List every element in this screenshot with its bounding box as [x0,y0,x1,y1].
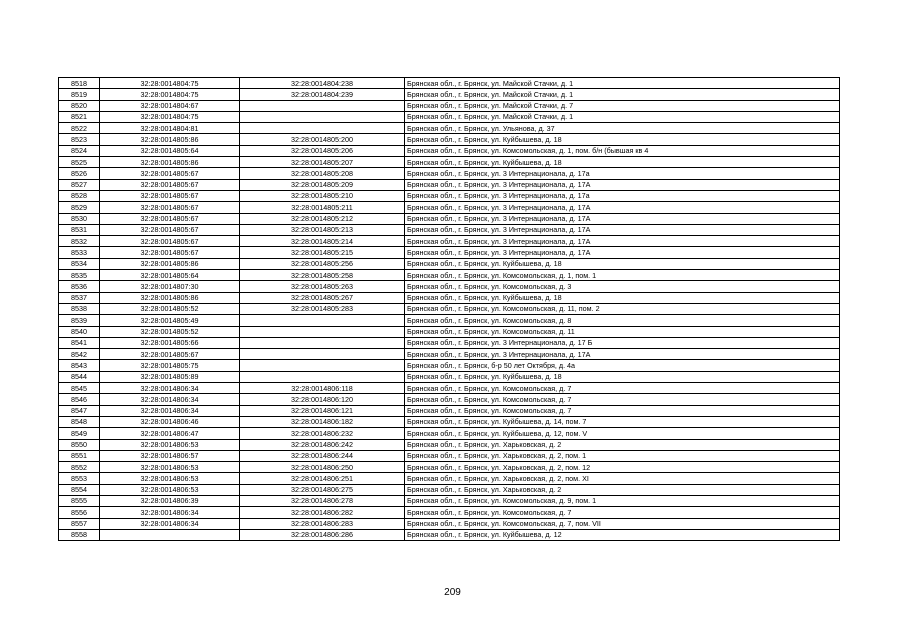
object-cadastral-number-cell: 32:28:0014805:258 [240,270,405,281]
object-cadastral-number-cell: 32:28:0014806:286 [240,529,405,540]
table-row [59,168,840,179]
address-cell: Брянская обл., г. Брянск, ул. Комсомольская, д. 7 [405,507,840,518]
object-cadastral-number-cell: 32:28:0014805:209 [240,179,405,190]
row-number-cell: 8548 [59,416,100,427]
row-number-cell: 8558 [59,529,100,540]
table-row [59,157,840,168]
row-number-cell: 8547 [59,405,100,416]
object-cadastral-number-cell: 32:28:0014805:200 [240,134,405,145]
object-cadastral-number-cell: 32:28:0014806:182 [240,416,405,427]
address-cell: Брянская обл., г. Брянск, ул. Харьковская, д. 2 [405,484,840,495]
table-row [59,100,840,111]
address-cell: Брянская обл., г. Брянск, ул. 3 Интернационала, д. 17А [405,202,840,213]
address-cell: Брянская обл., г. Брянск, ул. Комсомольская, д. 1, пом. 1 [405,270,840,281]
object-cadastral-number-cell: 32:28:0014806:250 [240,462,405,473]
row-number-cell: 8554 [59,484,100,495]
address-cell: Брянская обл., г. Брянск, ул. Харьковская, д. 2, пом. 1 [405,450,840,461]
land-cadastral-number-cell: 32:28:0014806:39 [100,495,240,506]
land-cadastral-number-cell: 32:28:0014805:89 [100,371,240,382]
table-row [59,349,840,360]
table-row [59,292,840,303]
row-number-cell: 8537 [59,292,100,303]
address-cell: Брянская обл., г. Брянск, ул. Комсомольская, д. 1, пом. б/н (бывшая кв 4 [405,145,840,156]
object-cadastral-number-cell [240,349,405,360]
row-number-cell: 8553 [59,473,100,484]
object-cadastral-number-cell: 32:28:0014806:242 [240,439,405,450]
land-cadastral-number-cell: 32:28:0014805:67 [100,190,240,201]
land-cadastral-number-cell: 32:28:0014806:46 [100,416,240,427]
land-cadastral-number-cell: 32:28:0014806:34 [100,507,240,518]
object-cadastral-number-cell [240,337,405,348]
address-cell: Брянская обл., г. Брянск, ул. Комсомольская, д. 11, пом. 2 [405,303,840,314]
address-cell: Брянская обл., г. Брянск, ул. Куйбышева, д. 18 [405,134,840,145]
object-cadastral-number-cell [240,315,405,326]
address-cell: Брянская обл., г. Брянск, ул. Харьковская, д. 2, пом. XI [405,473,840,484]
row-number-cell: 8556 [59,507,100,518]
row-number-cell: 8544 [59,371,100,382]
address-cell: Брянская обл., г. Брянск, ул. Комсомольская, д. 7, пом. VII [405,518,840,529]
land-cadastral-number-cell: 32:28:0014806:53 [100,439,240,450]
table-row [59,78,840,89]
address-cell: Брянская обл., г. Брянск, ул. Комсомольская, д. 7 [405,394,840,405]
table-row [59,326,840,337]
object-cadastral-number-cell [240,360,405,371]
land-cadastral-number-cell: 32:28:0014806:53 [100,462,240,473]
object-cadastral-number-cell: 32:28:0014805:211 [240,202,405,213]
land-cadastral-number-cell: 32:28:0014804:75 [100,78,240,89]
row-number-cell: 8535 [59,270,100,281]
row-number-cell: 8552 [59,462,100,473]
address-cell: Брянская обл., г. Брянск, ул. Куйбышева, д. 12, пом. V [405,428,840,439]
row-number-cell: 8524 [59,145,100,156]
table-row [59,190,840,201]
land-cadastral-number-cell: 32:28:0014806:53 [100,473,240,484]
address-cell: Брянская обл., г. Брянск, ул. Комсомольская, д. 11 [405,326,840,337]
page-number: 209 [444,587,461,598]
land-cadastral-number-cell: 32:28:0014805:67 [100,213,240,224]
land-cadastral-number-cell: 32:28:0014804:81 [100,123,240,134]
land-cadastral-number-cell: 32:28:0014805:64 [100,145,240,156]
land-cadastral-number-cell: 32:28:0014806:34 [100,518,240,529]
table-row [59,394,840,405]
land-cadastral-number-cell: 32:28:0014805:66 [100,337,240,348]
address-cell: Брянская обл., г. Брянск, ул. 3 Интернационала, д. 17 Б [405,337,840,348]
table-row [59,111,840,122]
row-number-cell: 8539 [59,315,100,326]
land-cadastral-number-cell: 32:28:0014805:86 [100,134,240,145]
table-row [59,405,840,416]
table-row [59,416,840,427]
table-row [59,337,840,348]
object-cadastral-number-cell: 32:28:0014806:275 [240,484,405,495]
table-row [59,529,840,540]
table-row [59,270,840,281]
object-cadastral-number-cell: 32:28:0014806:282 [240,507,405,518]
address-cell: Брянская обл., г. Брянск, ул. Куйбышева, д. 18 [405,157,840,168]
address-cell: Брянская обл., г. Брянск, ул. 3 Интернационала, д. 17А [405,224,840,235]
address-cell: Брянская обл., г. Брянск, ул. 3 Интернационала, д. 17А [405,213,840,224]
object-cadastral-number-cell [240,100,405,111]
table-row [59,224,840,235]
address-cell: Брянская обл., г. Брянск, ул. Комсомольская, д. 9, пом. 1 [405,495,840,506]
row-number-cell: 8523 [59,134,100,145]
table-row [59,473,840,484]
land-cadastral-number-cell: 32:28:0014805:49 [100,315,240,326]
address-cell: Брянская обл., г. Брянск, ул. 3 Интернационала, д. 17А [405,236,840,247]
land-cadastral-number-cell: 32:28:0014804:75 [100,111,240,122]
row-number-cell: 8527 [59,179,100,190]
table-row [59,89,840,100]
table-row [59,202,840,213]
table-row [59,303,840,314]
object-cadastral-number-cell: 32:28:0014804:238 [240,78,405,89]
land-cadastral-number-cell: 32:28:0014806:53 [100,484,240,495]
land-cadastral-number-cell [100,529,240,540]
table-row [59,145,840,156]
object-cadastral-number-cell: 32:28:0014806:120 [240,394,405,405]
object-cadastral-number-cell: 32:28:0014805:210 [240,190,405,201]
table-row [59,315,840,326]
address-cell: Брянская обл., г. Брянск, ул. Ульянова, д. 37 [405,123,840,134]
table-row [59,507,840,518]
row-number-cell: 8526 [59,168,100,179]
row-number-cell: 8541 [59,337,100,348]
table-row [59,213,840,224]
table-row [59,247,840,258]
row-number-cell: 8557 [59,518,100,529]
object-cadastral-number-cell [240,111,405,122]
land-cadastral-number-cell: 32:28:0014805:67 [100,179,240,190]
row-number-cell: 8546 [59,394,100,405]
land-cadastral-number-cell: 32:28:0014805:67 [100,247,240,258]
table-row [59,371,840,382]
row-number-cell: 8555 [59,495,100,506]
object-cadastral-number-cell: 32:28:0014805:206 [240,145,405,156]
row-number-cell: 8531 [59,224,100,235]
object-cadastral-number-cell: 32:28:0014806:121 [240,405,405,416]
object-cadastral-number-cell: 32:28:0014806:244 [240,450,405,461]
row-number-cell: 8520 [59,100,100,111]
object-cadastral-number-cell: 32:28:0014805:213 [240,224,405,235]
object-cadastral-number-cell: 32:28:0014805:256 [240,258,405,269]
land-cadastral-number-cell: 32:28:0014806:47 [100,428,240,439]
land-cadastral-number-cell: 32:28:0014806:34 [100,394,240,405]
address-cell: Брянская обл., г. Брянск, ул. 3 Интернационала, д. 17А [405,179,840,190]
table-row [59,439,840,450]
land-cadastral-number-cell: 32:28:0014805:52 [100,326,240,337]
object-cadastral-number-cell: 32:28:0014805:263 [240,281,405,292]
table-row [59,484,840,495]
register-table-body [59,78,840,541]
address-cell: Брянская обл., г. Брянск, ул. Харьковская, д. 2, пом. 12 [405,462,840,473]
row-number-cell: 8534 [59,258,100,269]
object-cadastral-number-cell: 32:28:0014806:283 [240,518,405,529]
land-cadastral-number-cell: 32:28:0014805:67 [100,224,240,235]
object-cadastral-number-cell: 32:28:0014805:214 [240,236,405,247]
address-cell: Брянская обл., г. Брянск, б-р 50 лет Октября, д. 4а [405,360,840,371]
address-cell: Брянская обл., г. Брянск, ул. Куйбышева, д. 18 [405,292,840,303]
address-cell: Брянская обл., г. Брянск, ул. 3 Интернационала, д. 17А [405,349,840,360]
object-cadastral-number-cell: 32:28:0014805:215 [240,247,405,258]
table-row [59,179,840,190]
table-row [59,518,840,529]
land-cadastral-number-cell: 32:28:0014807:30 [100,281,240,292]
object-cadastral-number-cell: 32:28:0014805:207 [240,157,405,168]
land-cadastral-number-cell: 32:28:0014805:86 [100,292,240,303]
address-cell: Брянская обл., г. Брянск, ул. Куйбышева, д. 14, пом. 7 [405,416,840,427]
row-number-cell: 8551 [59,450,100,461]
table-row [59,495,840,506]
object-cadastral-number-cell: 32:28:0014806:278 [240,495,405,506]
table-row [59,360,840,371]
row-number-cell: 8528 [59,190,100,201]
table-row [59,134,840,145]
row-number-cell: 8521 [59,111,100,122]
row-number-cell: 8545 [59,383,100,394]
object-cadastral-number-cell: 32:28:0014806:232 [240,428,405,439]
row-number-cell: 8543 [59,360,100,371]
object-cadastral-number-cell: 32:28:0014804:239 [240,89,405,100]
object-cadastral-number-cell [240,371,405,382]
land-cadastral-number-cell: 32:28:0014805:52 [100,303,240,314]
land-cadastral-number-cell: 32:28:0014804:75 [100,89,240,100]
table-row [59,236,840,247]
address-cell: Брянская обл., г. Брянск, ул. Харьковская, д. 2 [405,439,840,450]
row-number-cell: 8538 [59,303,100,314]
land-cadastral-number-cell: 32:28:0014806:34 [100,405,240,416]
object-cadastral-number-cell: 32:28:0014805:267 [240,292,405,303]
land-cadastral-number-cell: 32:28:0014805:67 [100,349,240,360]
table-row [59,123,840,134]
row-number-cell: 8542 [59,349,100,360]
land-cadastral-number-cell: 32:28:0014805:64 [100,270,240,281]
row-number-cell: 8522 [59,123,100,134]
table-row [59,428,840,439]
row-number-cell: 8530 [59,213,100,224]
address-cell: Брянская обл., г. Брянск, ул. Куйбышева, д. 18 [405,371,840,382]
address-cell: Брянская обл., г. Брянск, ул. Комсомольская, д. 8 [405,315,840,326]
address-cell: Брянская обл., г. Брянск, ул. Комсомольская, д. 7 [405,405,840,416]
address-cell: Брянская обл., г. Брянск, ул. Комсомольская, д. 3 [405,281,840,292]
address-cell: Брянская обл., г. Брянск, ул. Куйбышева, д. 12 [405,529,840,540]
land-cadastral-number-cell: 32:28:0014805:67 [100,202,240,213]
land-cadastral-number-cell: 32:28:0014805:75 [100,360,240,371]
address-cell: Брянская обл., г. Брянск, ул. Комсомольская, д. 7 [405,383,840,394]
land-cadastral-number-cell: 32:28:0014806:34 [100,383,240,394]
address-cell: Брянская обл., г. Брянск, ул. 3 Интернационала, д. 17А [405,247,840,258]
object-cadastral-number-cell: 32:28:0014805:208 [240,168,405,179]
land-cadastral-number-cell: 32:28:0014804:67 [100,100,240,111]
row-number-cell: 8518 [59,78,100,89]
row-number-cell: 8519 [59,89,100,100]
property-register-table [58,77,840,541]
table-row [59,462,840,473]
address-cell: Брянская обл., г. Брянск, ул. 3 Интернационала, д. 17а [405,190,840,201]
land-cadastral-number-cell: 32:28:0014806:57 [100,450,240,461]
land-cadastral-number-cell: 32:28:0014805:86 [100,258,240,269]
object-cadastral-number-cell [240,123,405,134]
table-row [59,450,840,461]
address-cell: Брянская обл., г. Брянск, ул. 3 Интернационала, д. 17а [405,168,840,179]
land-cadastral-number-cell: 32:28:0014805:86 [100,157,240,168]
row-number-cell: 8525 [59,157,100,168]
row-number-cell: 8532 [59,236,100,247]
object-cadastral-number-cell: 32:28:0014806:251 [240,473,405,484]
object-cadastral-number-cell [240,326,405,337]
row-number-cell: 8529 [59,202,100,213]
address-cell: Брянская обл., г. Брянск, ул. Майской Стачки, д. 7 [405,100,840,111]
row-number-cell: 8533 [59,247,100,258]
address-cell: Брянская обл., г. Брянск, ул. Куйбышева, д. 18 [405,258,840,269]
address-cell: Брянская обл., г. Брянск, ул. Майской Стачки, д. 1 [405,111,840,122]
row-number-cell: 8549 [59,428,100,439]
row-number-cell: 8550 [59,439,100,450]
object-cadastral-number-cell: 32:28:0014805:212 [240,213,405,224]
table-row [59,258,840,269]
address-cell: Брянская обл., г. Брянск, ул. Майской Стачки, д. 1 [405,89,840,100]
table-row [59,383,840,394]
row-number-cell: 8536 [59,281,100,292]
address-cell: Брянская обл., г. Брянск, ул. Майской Стачки, д. 1 [405,78,840,89]
object-cadastral-number-cell: 32:28:0014805:283 [240,303,405,314]
row-number-cell: 8540 [59,326,100,337]
table-row [59,281,840,292]
land-cadastral-number-cell: 32:28:0014805:67 [100,168,240,179]
land-cadastral-number-cell: 32:28:0014805:67 [100,236,240,247]
object-cadastral-number-cell: 32:28:0014806:118 [240,383,405,394]
